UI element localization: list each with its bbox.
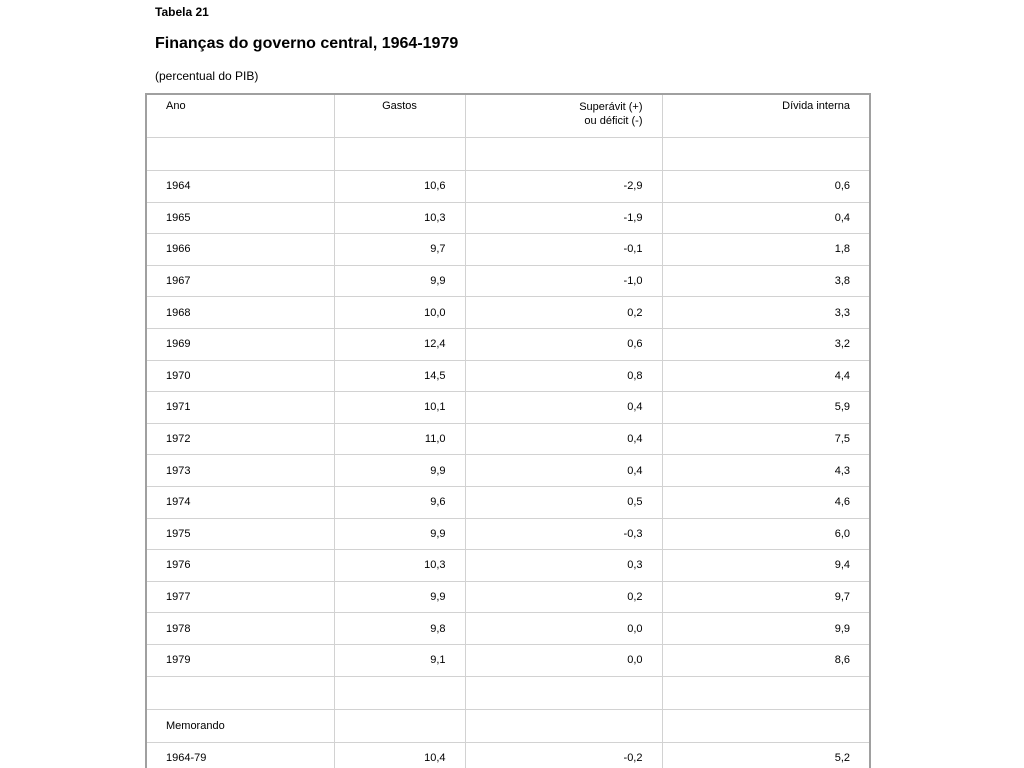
column-header-superavit-line1: Superávit (+) [579, 101, 643, 113]
table-row [147, 234, 869, 266]
table-row [147, 550, 869, 582]
blank-cell [334, 709, 465, 742]
cell-gastos: 14,5 [334, 360, 465, 392]
cell-divida: 6,0 [662, 518, 869, 550]
cell-superavit: -0,3 [465, 518, 662, 550]
cell-divida: 0,4 [662, 202, 869, 234]
cell-superavit: -0,1 [465, 234, 662, 266]
cell-divida: 3,2 [662, 328, 869, 360]
cell-divida: 5,2 [662, 742, 869, 768]
cell-gastos: 9,6 [334, 486, 465, 518]
cell-ano: 1964 [147, 171, 334, 203]
cell-ano: 1979 [147, 644, 334, 676]
table-row [147, 423, 869, 455]
cell-divida: 7,5 [662, 423, 869, 455]
cell-ano: 1970 [147, 360, 334, 392]
cell-superavit: -2,9 [465, 171, 662, 203]
cell-superavit: 0,4 [465, 455, 662, 487]
table-label: Tabela 21 [155, 5, 209, 19]
blank-row [147, 676, 869, 709]
cell-ano: 1969 [147, 328, 334, 360]
cell-gastos: 12,4 [334, 328, 465, 360]
column-header-ano: Ano [147, 95, 334, 138]
cell-ano: 1966 [147, 234, 334, 266]
blank-row [147, 138, 869, 171]
cell-gastos: 9,9 [334, 518, 465, 550]
cell-superavit: 0,0 [465, 613, 662, 645]
cell-superavit: -0,2 [465, 742, 662, 768]
cell-superavit: 0,0 [465, 644, 662, 676]
table-row [147, 518, 869, 550]
cell-gastos: 9,7 [334, 234, 465, 266]
blank-cell [465, 676, 662, 709]
summary-row [147, 742, 869, 768]
cell-ano: 1973 [147, 455, 334, 487]
table-subtitle: (percentual do PIB) [155, 69, 259, 83]
cell-superavit: 0,2 [465, 581, 662, 613]
cell-superavit: 0,5 [465, 486, 662, 518]
table-row [147, 613, 869, 645]
table-header-row [147, 95, 869, 138]
cell-gastos: 9,9 [334, 455, 465, 487]
cell-ano: 1972 [147, 423, 334, 455]
table-row [147, 202, 869, 234]
column-header-superavit-line2: ou déficit (-) [584, 115, 643, 127]
cell-gastos: 9,9 [334, 265, 465, 297]
page-title: Finanças do governo central, 1964-1979 [155, 35, 459, 52]
cell-ano: 1968 [147, 297, 334, 329]
table-row [147, 328, 869, 360]
cell-gastos: 10,1 [334, 392, 465, 424]
cell-gastos: 9,8 [334, 613, 465, 645]
table-row [147, 486, 869, 518]
table-row [147, 581, 869, 613]
cell-ano: 1978 [147, 613, 334, 645]
cell-divida: 3,3 [662, 297, 869, 329]
column-header-superavit [465, 95, 662, 138]
table-row [147, 392, 869, 424]
table-row [147, 644, 869, 676]
cell-ano: 1977 [147, 581, 334, 613]
blank-cell [662, 676, 869, 709]
data-table [147, 95, 869, 768]
cell-ano: 1976 [147, 550, 334, 582]
blank-cell [662, 709, 869, 742]
cell-divida: 0,6 [662, 171, 869, 203]
blank-cell [334, 138, 465, 171]
cell-gastos: 10,3 [334, 202, 465, 234]
cell-ano: 1967 [147, 265, 334, 297]
table-row [147, 171, 869, 203]
cell-superavit: 0,6 [465, 328, 662, 360]
blank-cell [465, 138, 662, 171]
cell-superavit: 0,3 [465, 550, 662, 582]
blank-cell [334, 676, 465, 709]
cell-divida: 4,4 [662, 360, 869, 392]
table-row [147, 455, 869, 487]
memo-row [147, 709, 869, 742]
cell-divida: 1,8 [662, 234, 869, 266]
cell-divida: 9,4 [662, 550, 869, 582]
cell-gastos: 10,3 [334, 550, 465, 582]
column-header-divida: Dívida interna [662, 95, 869, 138]
cell-superavit: 0,4 [465, 392, 662, 424]
blank-cell [147, 138, 334, 171]
cell-divida: 9,9 [662, 613, 869, 645]
cell-ano: 1975 [147, 518, 334, 550]
cell-divida: 9,7 [662, 581, 869, 613]
memo-label: Memorando [147, 709, 334, 742]
cell-ano: 1971 [147, 392, 334, 424]
column-header-gastos: Gastos [334, 95, 465, 138]
cell-divida: 3,8 [662, 265, 869, 297]
cell-gastos: 10,0 [334, 297, 465, 329]
cell-ano: 1965 [147, 202, 334, 234]
table-row [147, 297, 869, 329]
blank-cell [662, 138, 869, 171]
cell-gastos: 11,0 [334, 423, 465, 455]
table-frame [145, 93, 871, 768]
cell-ano: 1974 [147, 486, 334, 518]
blank-cell [147, 676, 334, 709]
cell-superavit: 0,4 [465, 423, 662, 455]
cell-superavit: 0,2 [465, 297, 662, 329]
cell-ano: 1964-79 [147, 742, 334, 768]
cell-gastos: 10,6 [334, 171, 465, 203]
cell-divida: 5,9 [662, 392, 869, 424]
cell-divida: 4,3 [662, 455, 869, 487]
cell-superavit: -1,9 [465, 202, 662, 234]
cell-superavit: -1,0 [465, 265, 662, 297]
cell-divida: 8,6 [662, 644, 869, 676]
cell-divida: 4,6 [662, 486, 869, 518]
cell-superavit: 0,8 [465, 360, 662, 392]
cell-gastos: 9,9 [334, 581, 465, 613]
blank-cell [465, 709, 662, 742]
table-row [147, 265, 869, 297]
cell-gastos: 9,1 [334, 644, 465, 676]
table-row [147, 360, 869, 392]
cell-gastos: 10,4 [334, 742, 465, 768]
